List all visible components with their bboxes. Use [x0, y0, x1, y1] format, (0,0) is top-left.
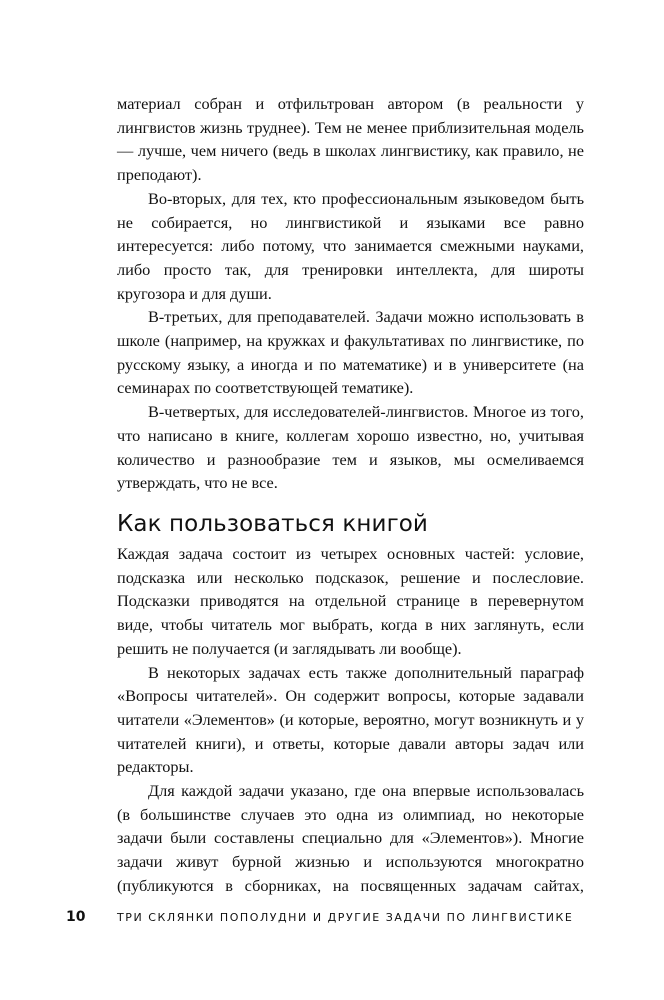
paragraph-continuation: материал собран и отфильтрован автором (в реальности у лингвистов жизнь труднее). Тем не менее приблизительная модель — лучше, чем ничего (ведь в школах лингвистику, как правило, не преподают).: [117, 94, 584, 185]
section-heading: Как пользоваться книгой: [117, 511, 428, 537]
section-text-block: [117, 542, 584, 898]
paragraph-fourth-audience: В-четвертых, для исследователей-лингвистов. Многое из того, что написано в книге, коллегам хорошо известно, но, учитывая количество и разнообразие тем и языков, мы осмеливаемся утверждать, что не все.: [117, 402, 584, 493]
running-title: ТРИ СКЛЯНКИ ПОПОЛУДНИ И ДРУГИЕ ЗАДАЧИ ПО ЛИНГВИСТИКЕ: [117, 911, 574, 924]
paragraph-task-sources: Для каждой задачи указано, где она впервые использовалась (в большинстве случаев это одна из олимпиад, но некоторые задачи были составлены специально для «Элементов»). Многие задачи живут бурной жизнью и используются многократно (публикуются в сборниках, на посвященных задачам сайтах,: [117, 781, 584, 895]
page-footer: [0, 906, 664, 928]
top-text-block: [117, 92, 584, 495]
page-number: 10: [66, 909, 86, 925]
paragraph-task-structure: Каждая задача состоит из четырех основных частей: условие, подсказка или несколько подсказок, решение и послесловие. Подсказки приводятся на отдельной странице в перевернутом виде, чтобы читатель мог выбрать, когда в них заглянуть, если решить не получается (и заглядывать ли вообще).: [117, 544, 584, 658]
paragraph-second-audience: Во-вторых, для тех, кто профессиональным языковедом быть не собирается, но лингвистикой и языками все равно интересуется: либо потому, что занимается смежными науками, либо просто так, для тренировки интеллекта, для широты кругозора и для души.: [117, 188, 584, 303]
paragraph-reader-questions: В некоторых задачах есть также дополнительный параграф «Вопросы читателей». Он содержит вопросы, которые задавали читатели «Элементов» (и которые, вероятно, могут возникнуть и у читателей книги), и ответы, которые давали авторы задач или редакторы.: [117, 662, 584, 777]
paragraph-third-audience: В-третьих, для преподавателей. Задачи можно использовать в школе (например, на кружках и факультативах по лингвистике, по русскому языку, а иногда и по математике) и в университете (на семинарах по соответствующей тематике).: [117, 307, 584, 398]
